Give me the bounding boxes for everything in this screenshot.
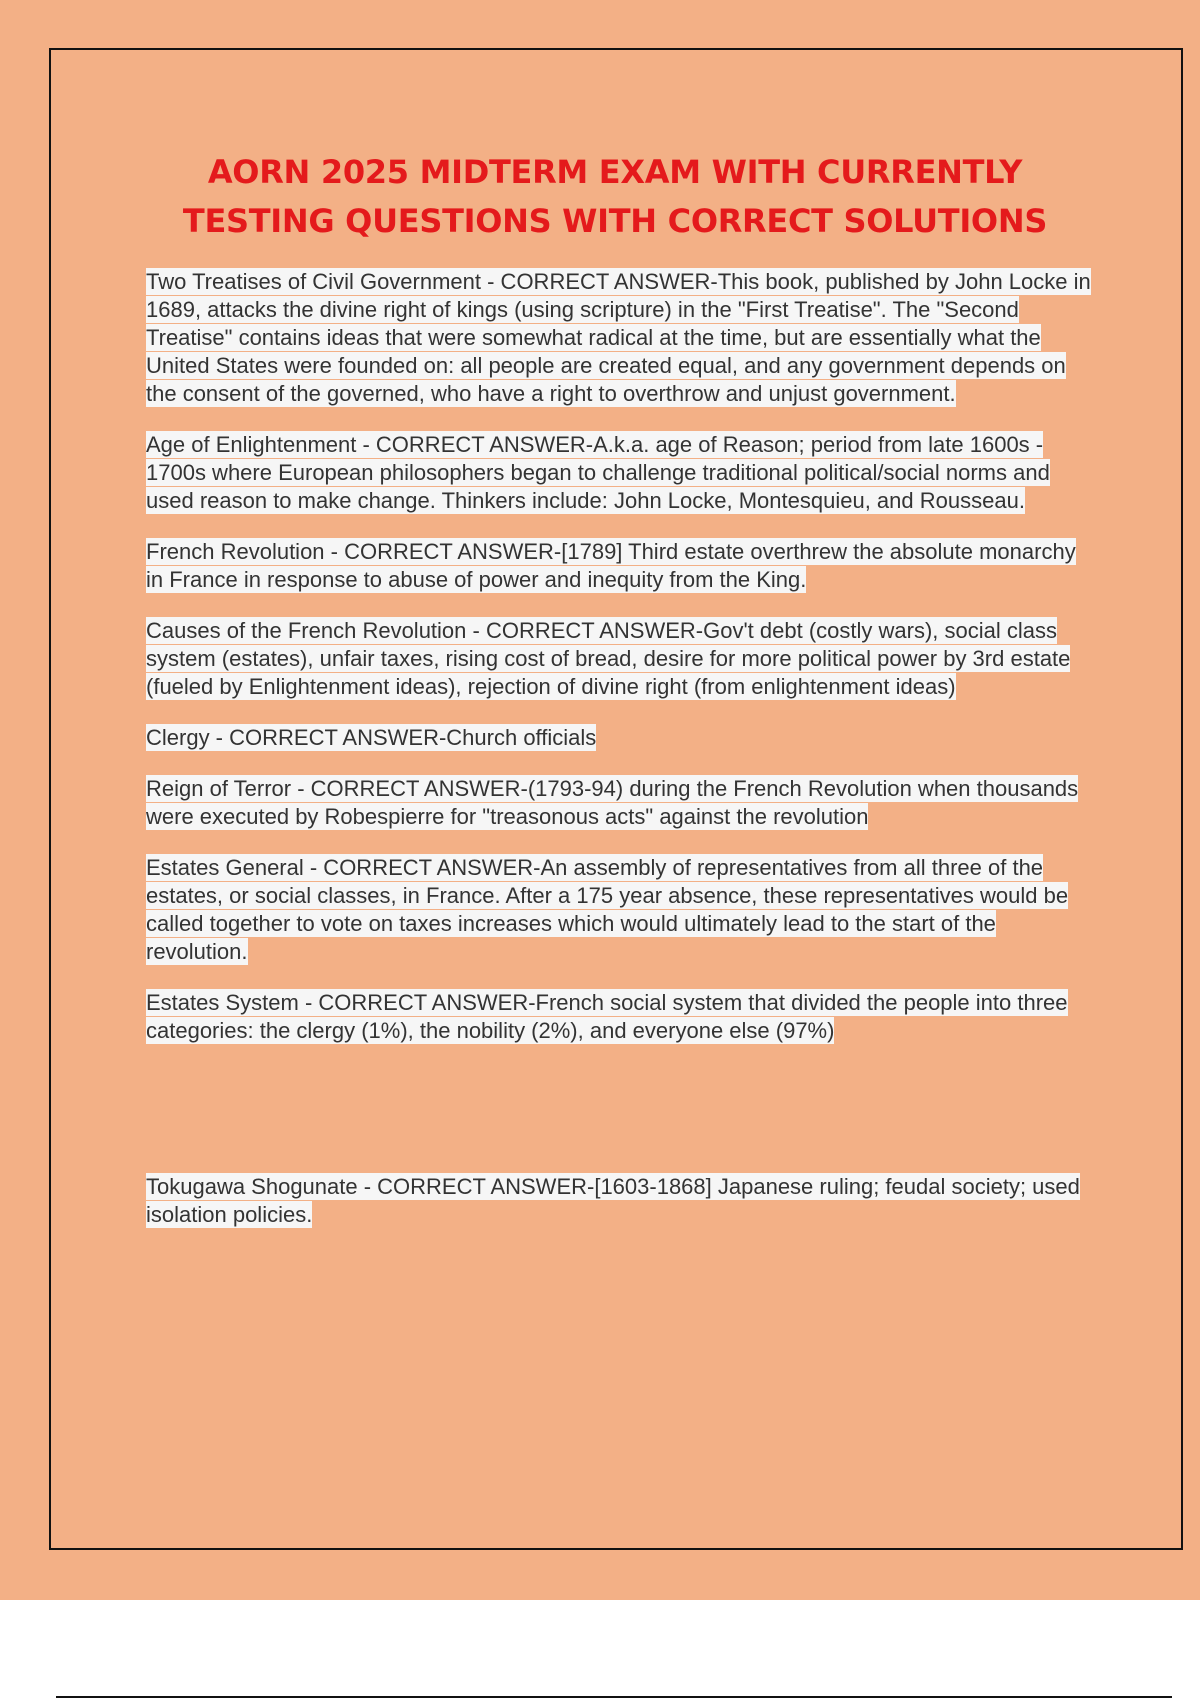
qa-entry-text: Reign of Terror - CORRECT ANSWER-(1793-94) during the French Revolution when thousands were executed by Robespierre for "treasonous acts" against the revolution <box>146 776 1079 829</box>
qa-entry-reign-of-terror <box>146 775 1091 831</box>
qa-entry-causes-french-revolution <box>146 617 1091 701</box>
document-title <box>60 148 1170 246</box>
qa-entry-two-treatises <box>146 268 1091 408</box>
qa-entry-estates-general <box>146 854 1091 966</box>
qa-entry-french-revolution <box>146 538 1091 594</box>
qa-entry-text: Two Treatises of Civil Government - CORRECT ANSWER-This book, published by John Locke in 1689, attacks the divine right of kings (using scripture) in the "First Treatise". The "Second Treatise" contains ideas that were somewhat radical at the time, but are essentially what the United States were founded on: all people are created equal, and any government depends on the consent of the governed, who have a right to overthrow and unjust government. <box>146 269 1091 406</box>
title-line-1: AORN 2025 MIDTERM EXAM WITH CURRENTLY <box>207 153 1023 191</box>
qa-entry-estates-system <box>146 989 1091 1045</box>
title-line-2: TESTING QUESTIONS WITH CORRECT SOLUTIONS <box>182 202 1048 240</box>
qa-entry-text: Causes of the French Revolution - CORRECT ANSWER-Gov't debt (costly wars), social class system (estates), unfair taxes, rising cost of bread, desire for more political power by 3rd estate (fueled by Enlightenment ideas), rejection of divine right (from enlightenment ideas) <box>146 618 1071 699</box>
qa-entry-text: Tokugawa Shogunate - CORRECT ANSWER-[1603-1868] Japanese ruling; feudal society; used isolation policies. <box>146 1174 1080 1227</box>
qa-entry-text: French Revolution - CORRECT ANSWER-[1789] Third estate overthrew the absolute monarchy in France in response to abuse of power and inequity from the King. <box>146 539 1076 592</box>
qa-entry-age-of-enlightenment <box>146 431 1091 515</box>
qa-entry-text: Estates System - CORRECT ANSWER-French social system that divided the people into three categories: the clergy (1%), the nobility (2%), and everyone else (97%) <box>146 990 1068 1043</box>
footer-rule <box>56 1696 1172 1698</box>
qa-entry-text: Age of Enlightenment - CORRECT ANSWER-A.k.a. age of Reason; period from late 1600s - 1700s where European philosophers began to challenge traditional political/social norms and used reason to make change. Thinkers include: John Locke, Montesquieu, and Rousseau. <box>146 432 1050 513</box>
qa-entry-clergy <box>146 724 1091 752</box>
qa-entry-text: Clergy - CORRECT ANSWER-Church officials <box>146 725 597 750</box>
qa-entry-text: Estates General - CORRECT ANSWER-An assembly of representatives from all three of the estates, or social classes, in France. After a 175 year absence, these representatives would be called together to vote on taxes increases which would ultimately lead to the start of the revolution. <box>146 855 1069 964</box>
qa-entry-tokugawa-shogunate <box>146 1173 1091 1229</box>
qa-entries <box>146 268 1091 1252</box>
